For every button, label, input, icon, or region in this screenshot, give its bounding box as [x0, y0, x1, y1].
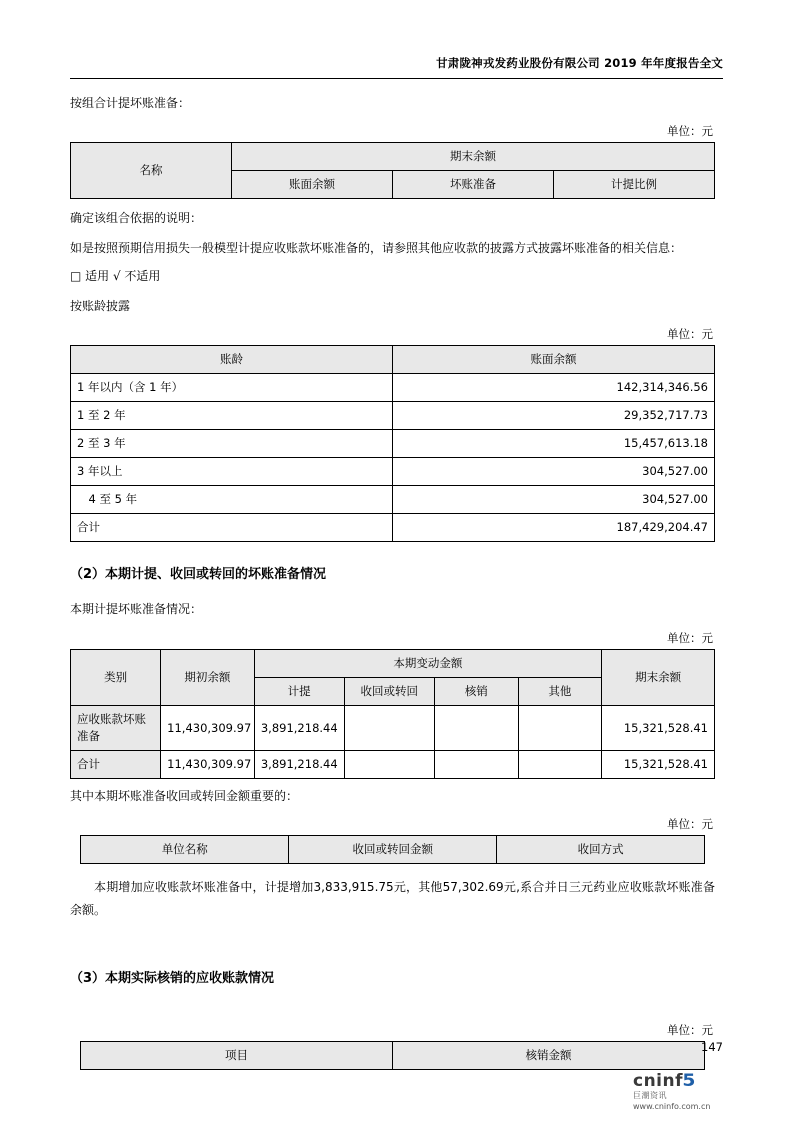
writeoff-table-wrap [70, 1041, 715, 1070]
provision-closing: 15,321,528.41 [602, 706, 715, 751]
provision-closing: 15,321,528.41 [602, 751, 715, 779]
col-header-writeoff-amount: 核销金额 [393, 1042, 705, 1070]
provision-other [518, 706, 602, 751]
aging-total-label: 合计 [71, 514, 393, 542]
logo-url: www.cninfo.com.cn [633, 1102, 711, 1111]
logo-text: cninf [633, 1071, 684, 1091]
provision-writeoff [434, 706, 518, 751]
page-number: 147 [701, 1040, 723, 1054]
col-header-book-balance: 账面余额 [232, 171, 393, 199]
aging-label: 1 至 2 年 [71, 402, 393, 430]
col-header-writeoff: 核销 [434, 678, 518, 706]
aging-label: 3 年以上 [71, 458, 393, 486]
page-content [70, 92, 715, 1070]
provision-recovered [344, 751, 434, 779]
applicability-checkbox[interactable]: □ 适用 √ 不适用 [70, 269, 161, 283]
aging-value: 142,314,346.56 [393, 374, 715, 402]
table-row [71, 458, 715, 486]
table-row [71, 143, 715, 171]
table-row [71, 346, 715, 374]
col-header-closing-balance: 期末余额 [232, 143, 715, 171]
provision-table [70, 649, 715, 779]
intro-line: 按组合计提坏账准备： [70, 96, 191, 110]
table-row [81, 836, 705, 864]
col-header-change-group: 本期变动金额 [254, 650, 602, 678]
table-row [71, 402, 715, 430]
col-header-book-balance: 账面余额 [393, 346, 715, 374]
page-header: 甘肃陇神戎发药业股份有限公司 2019 年年度报告全文 [436, 56, 723, 70]
aging-label: 2 至 3 年 [71, 430, 393, 458]
table-row [71, 374, 715, 402]
aging-label: 1 年以内（含 1 年） [71, 374, 393, 402]
recovery-table-wrap [70, 835, 715, 864]
table-row [71, 706, 715, 751]
col-header-provision: 计提 [254, 678, 344, 706]
provision-table-wrap [70, 649, 715, 779]
recovery-lead: 其中本期坏账准备收回或转回金额重要的： [70, 789, 299, 803]
unit-label-2: 单位：元 [667, 327, 713, 341]
col-header-category: 类别 [71, 650, 161, 706]
unit-label-1: 单位：元 [667, 124, 713, 138]
combination-table-wrap [70, 142, 715, 199]
table-row [81, 1042, 705, 1070]
unit-label-5: 单位：元 [667, 1023, 713, 1037]
aging-table-wrap [70, 345, 715, 542]
provision-other [518, 751, 602, 779]
table-row [71, 650, 715, 678]
logo-wordmark [633, 1072, 723, 1090]
header-divider [70, 78, 723, 79]
combination-table [70, 142, 715, 199]
aging-value: 304,527.00 [393, 458, 715, 486]
provision-category: 应收账款坏账准备 [71, 706, 161, 751]
unit-label-3: 单位：元 [667, 631, 713, 645]
aging-value: 15,457,613.18 [393, 430, 715, 458]
table-row [71, 514, 715, 542]
col-header-unit-name: 单位名称 [81, 836, 289, 864]
provision-opening: 11,430,309.97 [161, 706, 254, 751]
provision-writeoff [434, 751, 518, 779]
aging-table [70, 345, 715, 542]
provision-category: 合计 [71, 751, 161, 779]
cninfo-logo [633, 1072, 723, 1112]
recovery-table [80, 835, 705, 864]
col-header-bad-debt: 坏账准备 [393, 171, 554, 199]
aging-total-value: 187,429,204.47 [393, 514, 715, 542]
basis-note-title: 确定该组合依据的说明： [70, 211, 203, 225]
col-header-aging: 账龄 [71, 346, 393, 374]
col-header-other: 其他 [518, 678, 602, 706]
provision-provision: 3,891,218.44 [254, 751, 344, 779]
aging-value: 29,352,717.73 [393, 402, 715, 430]
unit-label-4: 单位：元 [667, 817, 713, 831]
col-header-recovered-amount: 收回或转回金额 [289, 836, 497, 864]
logo-subtitle: 巨潮资讯 [633, 1091, 667, 1100]
aging-label: 4 至 5 年 [71, 486, 393, 514]
col-header-ratio: 计提比例 [554, 171, 715, 199]
basis-note-body: 如是按照预期信用损失一般模型计提应收账款坏账准备的，请参照其他应收款的披露方式披露坏账准备的相关信息： [70, 241, 683, 255]
col-header-recovery-method: 收回方式 [497, 836, 705, 864]
provision-provision: 3,891,218.44 [254, 706, 344, 751]
col-header-name: 名称 [71, 143, 232, 199]
table-row [71, 486, 715, 514]
section-2-lead: 本期计提坏账准备情况： [70, 602, 203, 616]
section-3-title: （3）本期实际核销的应收账款情况 [70, 971, 275, 986]
table-row [71, 430, 715, 458]
logo-mark-icon: 5 [682, 1071, 696, 1091]
recovery-paragraph: 本期增加应收账款坏账准备中，计提增加3,833,915.75元，其他57,302.69元,系合并日三元药业应收账款坏账准备余额。 [70, 880, 715, 917]
aging-disclosure-label: 按账龄披露 [70, 299, 131, 313]
col-header-opening: 期初余额 [161, 650, 254, 706]
section-2-title: （2）本期计提、收回或转回的坏账准备情况 [70, 567, 327, 582]
table-row [71, 751, 715, 779]
provision-recovered [344, 706, 434, 751]
col-header-closing: 期末余额 [602, 650, 715, 706]
aging-value: 304,527.00 [393, 486, 715, 514]
col-header-item: 项目 [81, 1042, 393, 1070]
col-header-recovered: 收回或转回 [344, 678, 434, 706]
writeoff-table [80, 1041, 705, 1070]
provision-opening: 11,430,309.97 [161, 751, 254, 779]
